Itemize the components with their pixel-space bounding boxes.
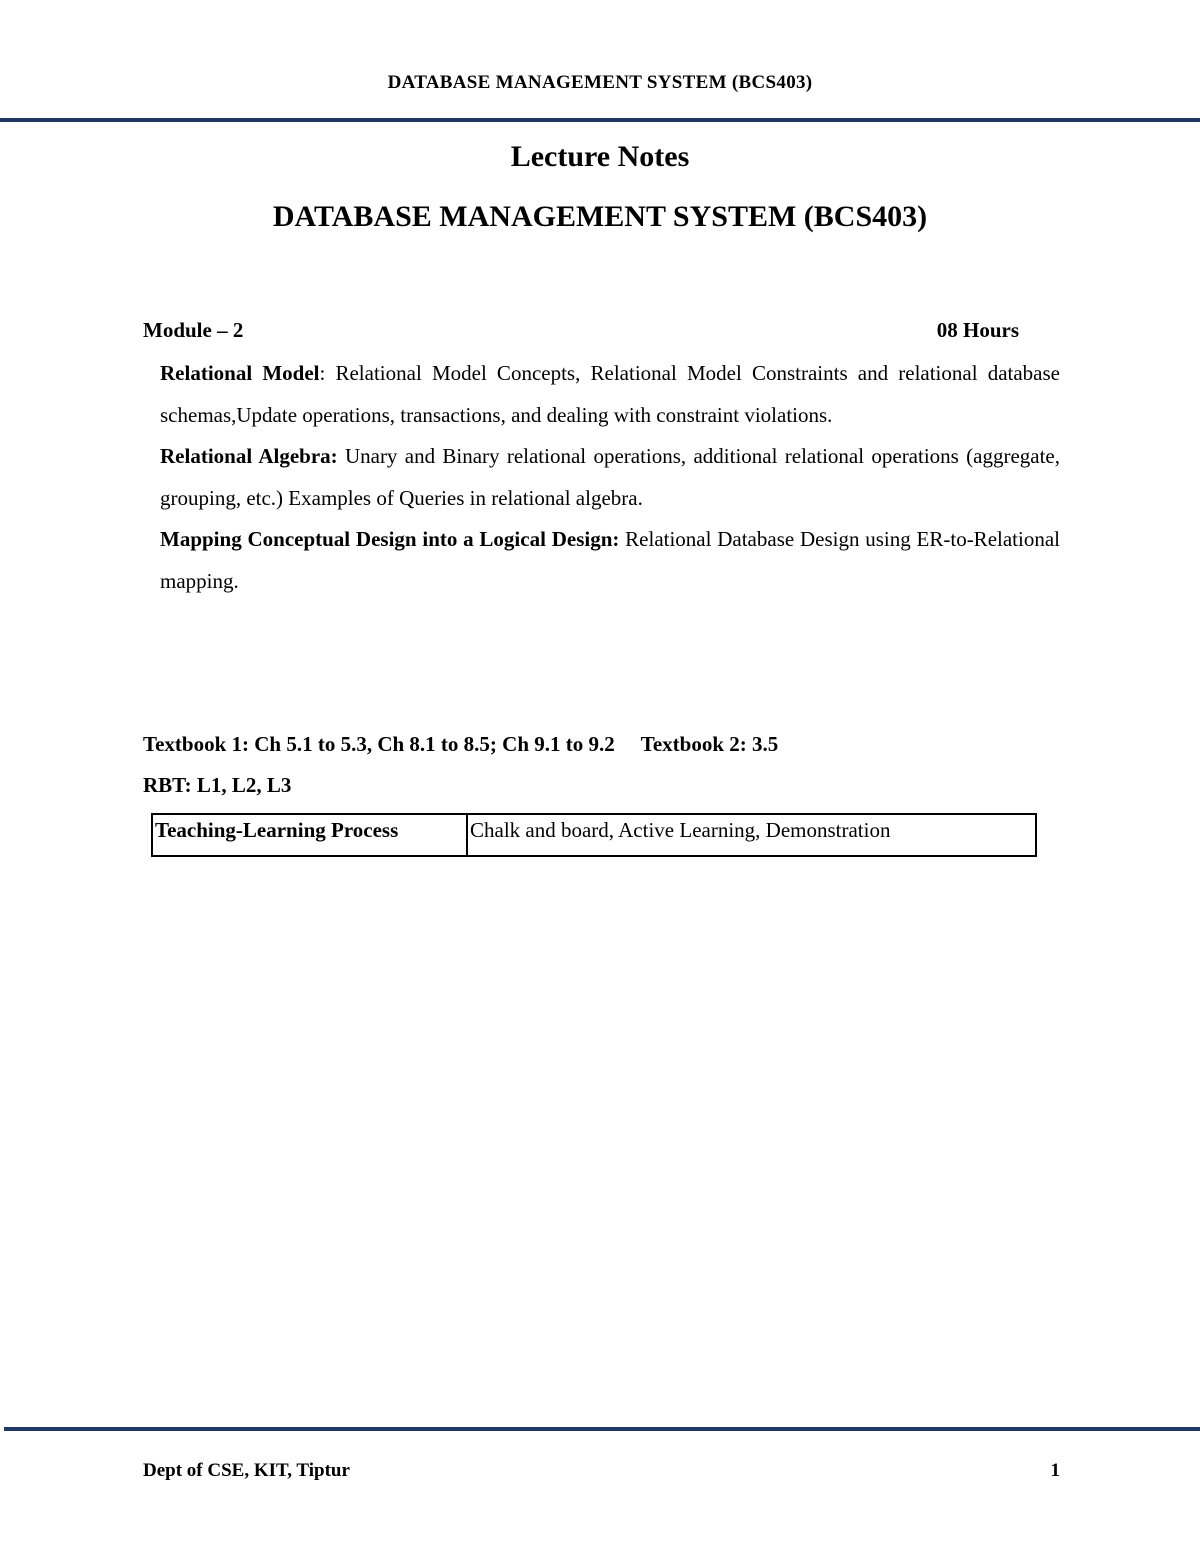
page-number: 1: [1050, 1460, 1060, 1481]
syllabus-topic: Relational Algebra:: [160, 444, 338, 468]
syllabus-separator: :: [319, 361, 336, 385]
syllabus-section: [160, 353, 1060, 602]
teaching-learning-table: [151, 813, 1037, 857]
syllabus-separator: [338, 444, 345, 468]
module-heading: [143, 318, 1019, 343]
footer-divider: [4, 1427, 1200, 1431]
textbook-2-reference: Textbook 2: 3.5: [640, 732, 779, 756]
teaching-learning-label: Teaching-Learning Process: [153, 815, 468, 855]
syllabus-item-relational-model: [160, 353, 1060, 436]
header-divider: [0, 118, 1200, 122]
syllabus-item-relational-algebra: [160, 436, 1060, 519]
textbook-1-reference: Textbook 1: Ch 5.1 to 5.3, Ch 8.1 to 8.5; Ch 9.1 to 9.2: [143, 732, 615, 756]
syllabus-text: Relational Database Design using ER-to-Relational mapping.: [160, 527, 1060, 593]
syllabus-text: Unary and Binary relational operations, additional relational operations (aggregate, grouping, etc.) Examples of Queries in relational algebra.: [160, 444, 1061, 510]
syllabus-topic: Relational Model: [160, 361, 320, 385]
running-header: DATABASE MANAGEMENT SYSTEM (BCS403): [387, 72, 813, 93]
document-title: Lecture Notes: [510, 140, 690, 173]
footer-department: Dept of CSE, KIT, Tiptur: [143, 1460, 350, 1481]
syllabus-item-mapping: [160, 519, 1060, 602]
document-subtitle: DATABASE MANAGEMENT SYSTEM (BCS403): [272, 200, 928, 233]
module-label: Module – 2: [143, 318, 244, 342]
syllabus-topic: Mapping Conceptual Design into a Logical Design:: [160, 527, 620, 551]
syllabus-text: Relational Model Concepts, Relational Model Constraints and relational database schemas,Update operations, transactions, and dealing with constraint violations.: [160, 361, 1060, 427]
teaching-learning-value: Chalk and board, Active Learning, Demonstration: [470, 818, 891, 842]
textbook-references: [143, 732, 778, 757]
rbt-levels: RBT: L1, L2, L3: [143, 773, 292, 797]
module-hours: 08 Hours: [936, 318, 1019, 342]
